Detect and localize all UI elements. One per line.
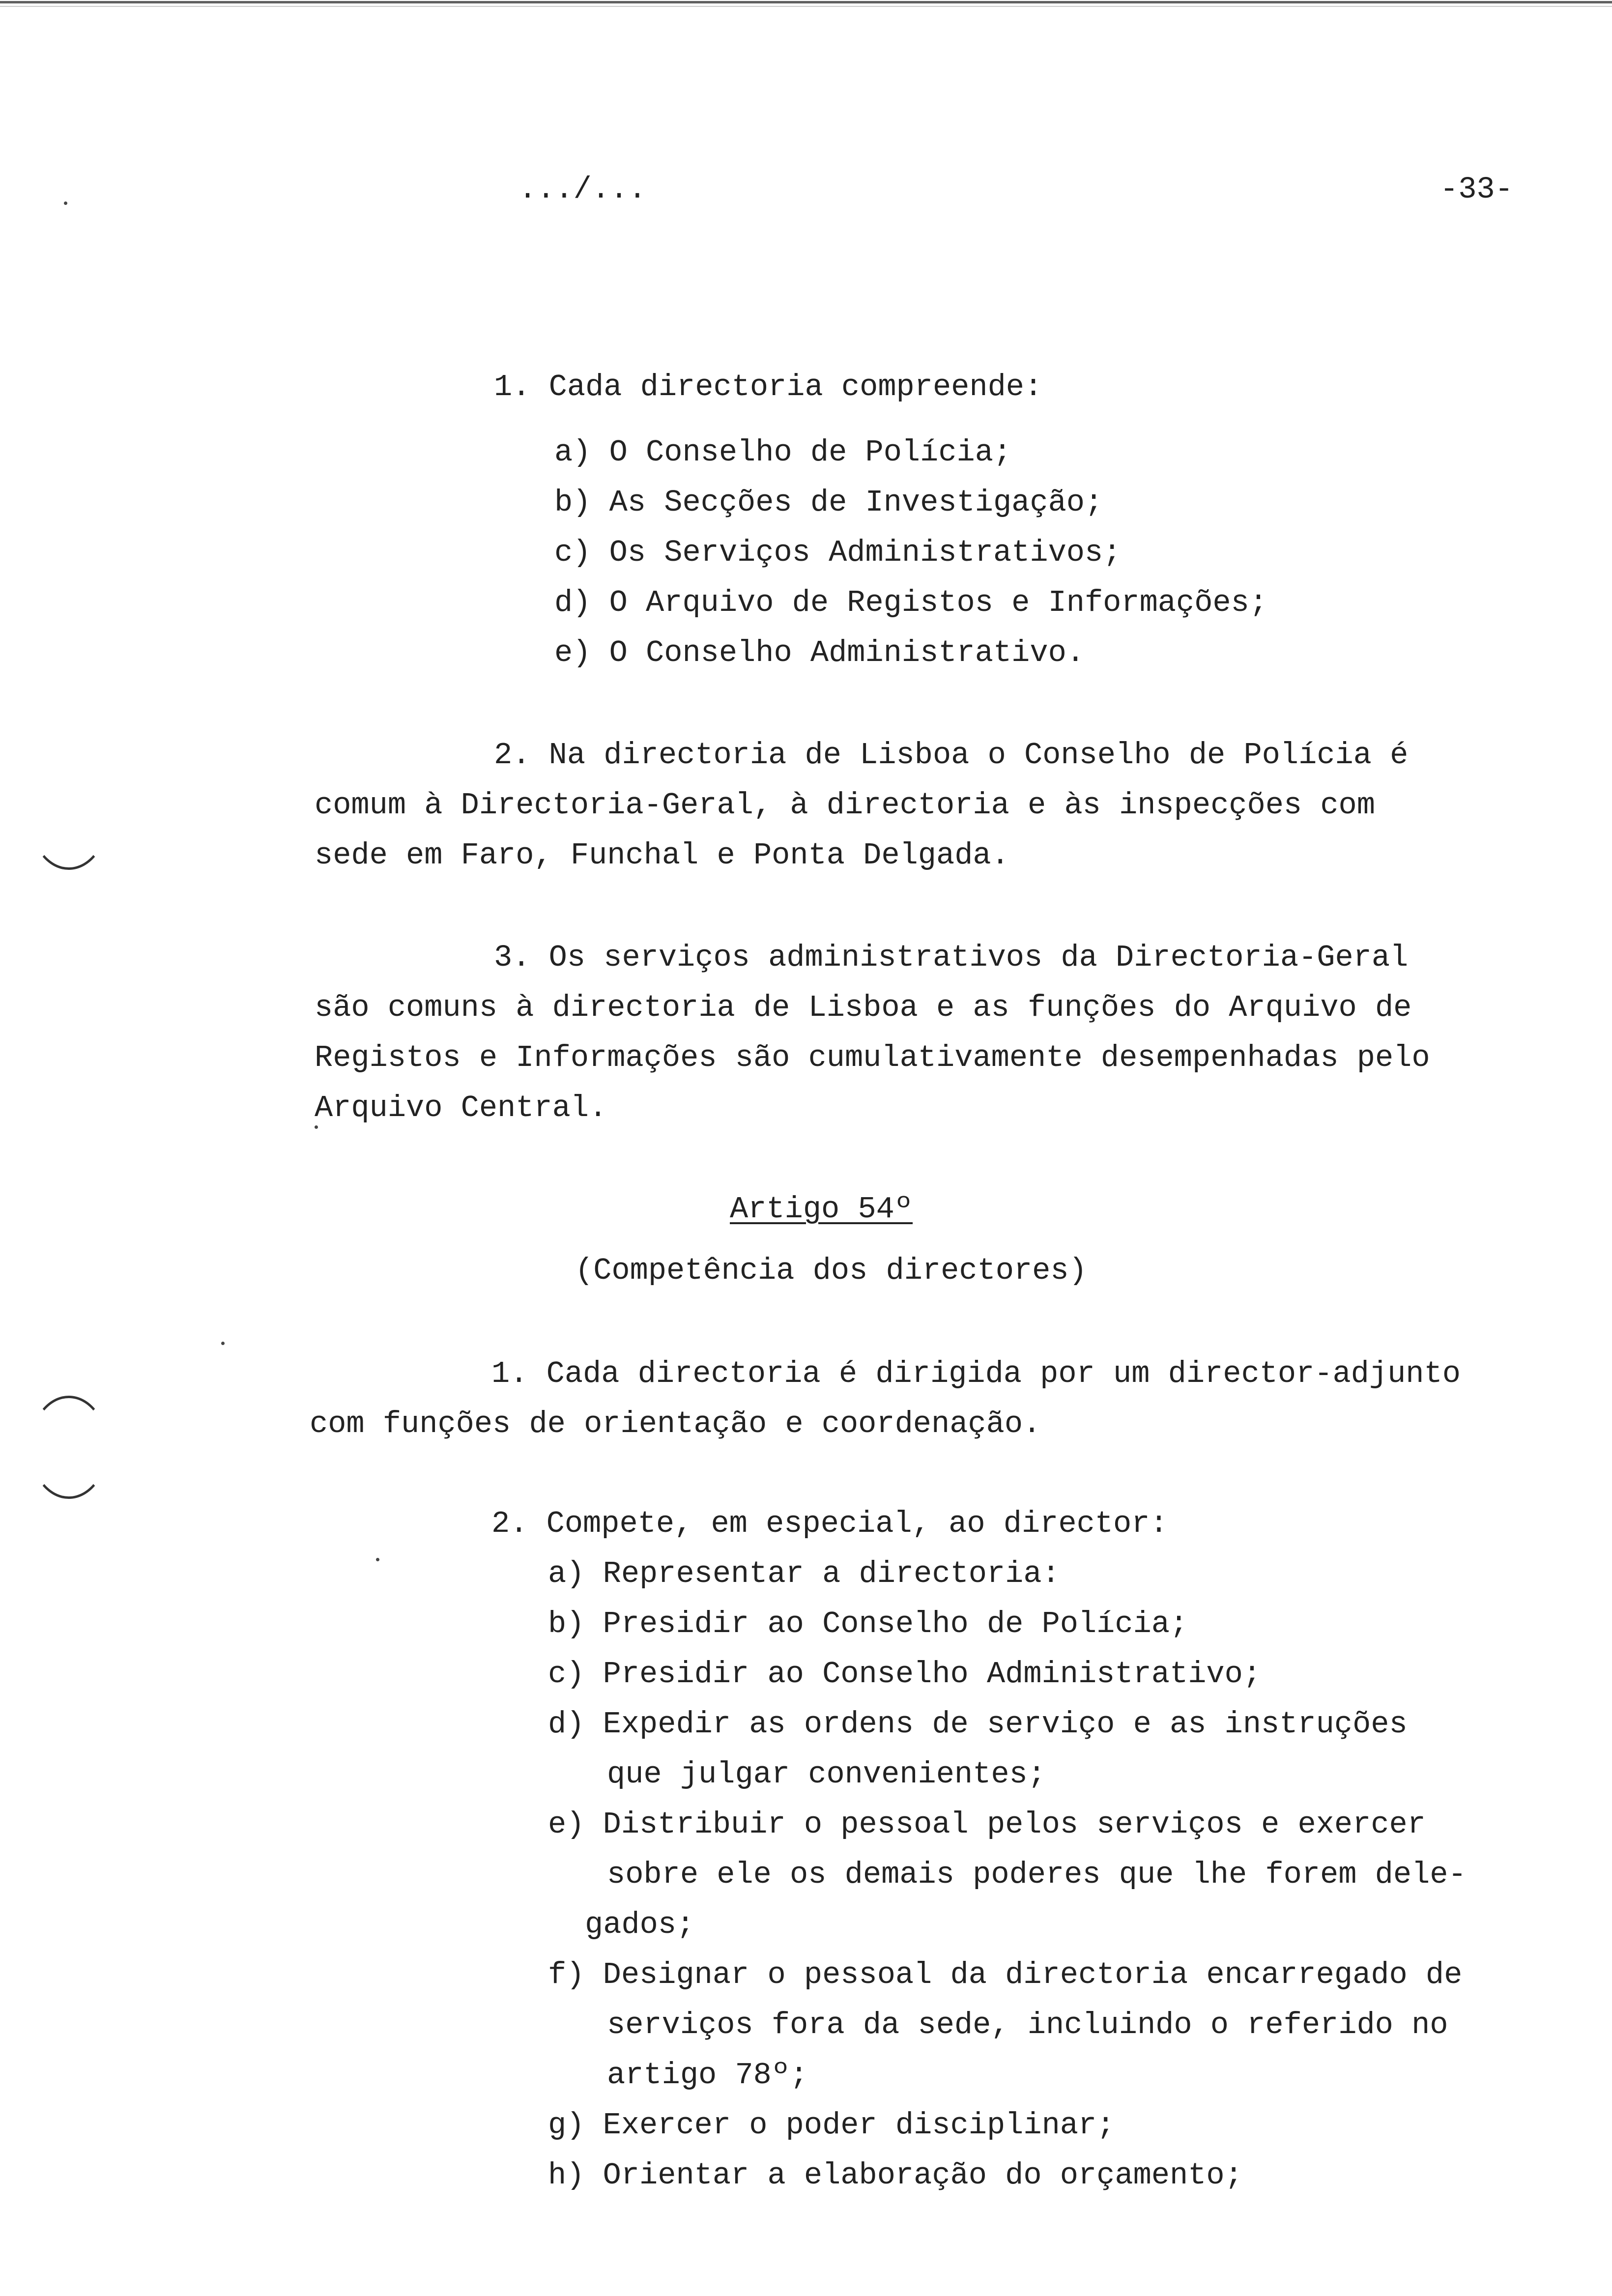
list-item-continuation: serviços fora da sede, incluindo o referido no <box>607 2008 1448 2042</box>
list-item: c) Presidir ao Conselho Administrativo; <box>548 1657 1262 1692</box>
item2-intro: 2. Compete, em especial, ao director: <box>491 1506 1168 1541</box>
scan-speck <box>64 201 67 205</box>
article-title: Artigo 54º <box>730 1192 913 1227</box>
list-item: b) Presidir ao Conselho de Polícia; <box>548 1607 1188 1641</box>
list-item: a) O Conselho de Polícia; <box>554 435 1012 470</box>
list-item-continuation: que julgar convenientes; <box>607 1757 1046 1792</box>
list-item: e) Distribuir o pessoal pelos serviços e exercer <box>548 1807 1426 1842</box>
paragraph-line: comum à Directoria-Geral, à directoria e às inspecções com <box>315 788 1375 823</box>
list-item-continuation: sobre ele os demais poderes que lhe forem dele- <box>607 1857 1467 1892</box>
scan-speck <box>315 1125 318 1129</box>
scan-speck <box>221 1342 225 1345</box>
list-item: f) Designar o pessoal da directoria encarregado de <box>548 1957 1463 1992</box>
list-item-continuation: artigo 78º; <box>607 2058 808 2093</box>
continuation-marker: .../... <box>518 172 647 207</box>
binder-hole-mark-upper <box>29 767 108 870</box>
list-item: e) O Conselho Administrativo. <box>554 635 1085 670</box>
scan-top-border-faint <box>0 6 1612 7</box>
paragraph-line: Arquivo Central. <box>315 1091 607 1125</box>
binder-hole-mark-lower <box>29 1396 108 1499</box>
paragraph-line: 2. Na directoria de Lisboa o Conselho de Polícia é <box>494 738 1409 773</box>
article-subtitle: (Competência dos directores) <box>575 1253 1087 1288</box>
paragraph-line: são comuns à directoria de Lisboa e as funções do Arquivo de <box>315 990 1412 1025</box>
paragraph-line: com funções de orientação e coordenação. <box>310 1406 1041 1441</box>
list-item: d) O Arquivo de Registos e Informações; <box>554 585 1268 620</box>
list-item-continuation: gados; <box>585 1907 695 1942</box>
page-number: -33- <box>1440 172 1513 207</box>
list-item: c) Os Serviços Administrativos; <box>554 535 1122 570</box>
list-item: d) Expedir as ordens de serviço e as instruções <box>548 1707 1408 1742</box>
paragraph-line: 3. Os serviços administrativos da Directoria-Geral <box>494 940 1409 975</box>
paragraph-line: Registos e Informações são cumulativamente desempenhadas pelo <box>315 1040 1430 1075</box>
list-item: a) Representar a directoria: <box>548 1556 1060 1591</box>
scan-top-border <box>0 1 1612 3</box>
paragraph-line: 1. Cada directoria é dirigida por um director-adjunto <box>491 1356 1461 1391</box>
list-item: h) Orientar a elaboração do orçamento; <box>548 2158 1243 2193</box>
list-item: g) Exercer o poder disciplinar; <box>548 2108 1115 2143</box>
item1-intro: 1. Cada directoria compreende: <box>494 370 1043 404</box>
paragraph-line: sede em Faro, Funchal e Ponta Delgada. <box>315 838 1009 873</box>
scan-speck <box>376 1558 379 1561</box>
list-item: b) As Secções de Investigação; <box>554 485 1103 520</box>
